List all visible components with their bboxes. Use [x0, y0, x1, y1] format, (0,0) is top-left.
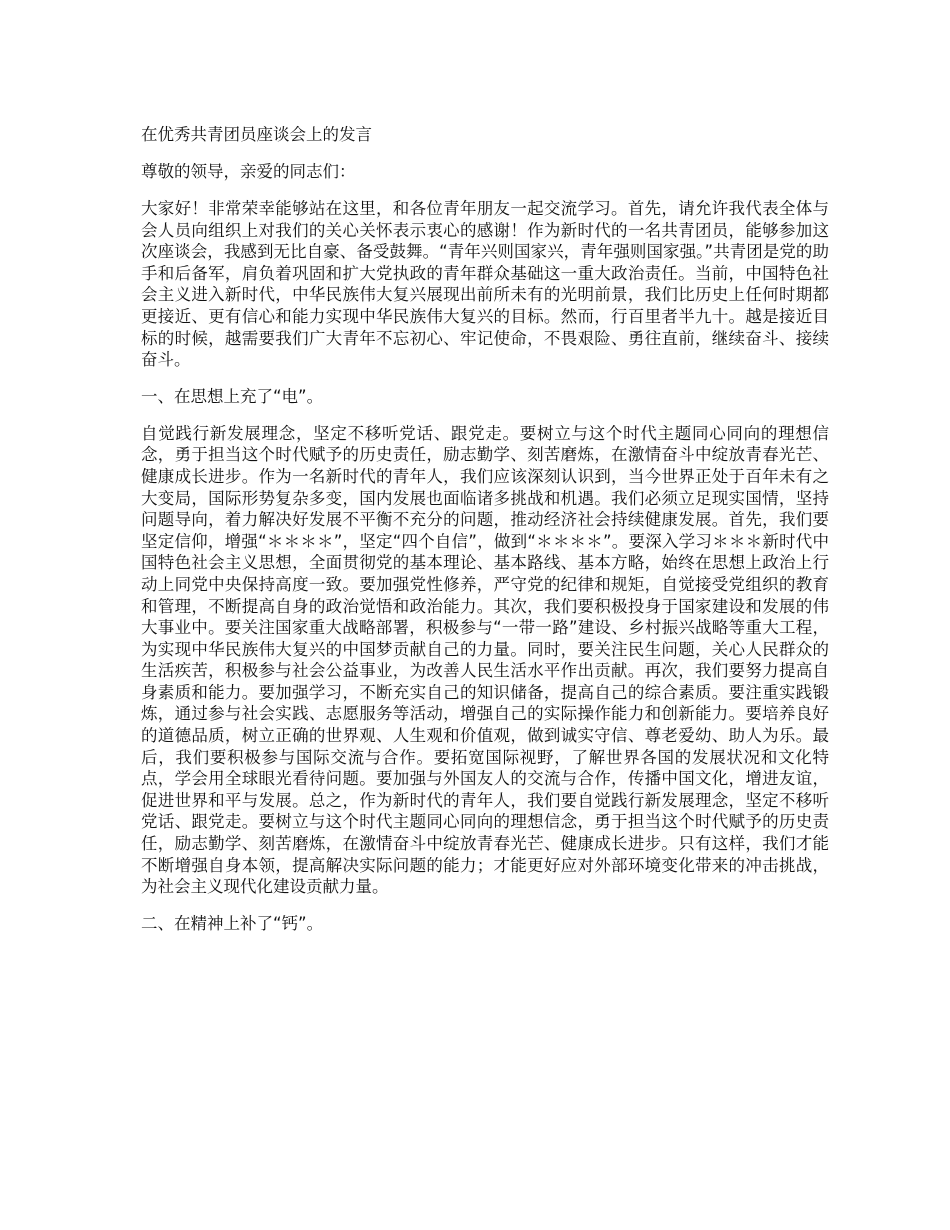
- section-2-heading: 二、在精神上补了“钙”。: [141, 913, 324, 933]
- document-title: 在优秀共青团员座谈会上的发言: [141, 125, 372, 144]
- intro-paragraph: 大家好！非常荣幸能够站在这里，和各位青年朋友一起交流学习。首先，请允许我代表全体与会人员向组织上对我们的关心关怀表示衷心的感谢！作为新时代的一名共青团员，能够参加这次座谈会，我感到无比自豪、备受鼓舞。“青年兴则国家兴，青年强则国家强。”共青团是党的助手和后备军，肩负着巩固和扩大党执政的青年群众基础这一重大政治责任。当前，中国特色社会主义进入新时代，中华民族伟大复兴展现出前所未有的光明前景，我们比历史上任何时期都更接近、更有信心和能力实现中华民族伟大复兴的目标。然而，行百里者半九十。越是接近目标的时候，越需要我们广大青年不忘初心、牢记使命，不畏艰险、勇往直前，继续奋斗、接续奋斗。: [141, 199, 829, 370]
- section-1-paragraph: 自觉践行新发展理念，坚定不移听党话、跟党走。要树立与这个时代主题同心同向的理想信念，勇于担当这个时代赋予的历史责任，励志勤学、刻苦磨炼，在激情奋斗中绽放青春光芒、健康成长进步。作为一名新时代的青年人，我们应该深刻认识到，当今世界正处于百年未有之大变局，国际形势复杂多变，国内发展也面临诸多挑战和机遇。我们必须立足现实国情，坚持问题导向，着力解决好发展不平衡不充分的问题，推动经济社会持续健康发展。首先，我们要坚定信仰，增强“＊＊＊＊”，坚定“四个自信”，做到“＊＊＊＊”。要深入学习＊＊＊新时代中国特色社会主义思想，全面贯彻党的基本理论、基本路线、基本方略，始终在思想上政治上行动上同党中央保持高度一致。要加强党性修养，严守党的纪律和规矩，自觉接受党组织的教育和管理，不断提高自身的政治觉悟和政治能力。其次，我们要积极投身于国家建设和发展的伟大事业中。要关注国家重大战略部署，积极参与“一带一路”建设、乡村振兴战略等重大工程，为实现中华民族伟大复兴的中国梦贡献自己的力量。同时，要关注民生问题，关心人民群众的生活疾苦，积极参与社会公益事业，为改善人民生活水平作出贡献。再次，我们要努力提高自身素质和能力。要加强学习，不断充实自己的知识储备，提高自己的综合素质。要注重实践锻炼，通过参与社会实践、志愿服务等活动，增强自己的实际操作能力和创新能力。要培养良好的道德品质，树立正确的世界观、人生观和价值观，做到诚实守信、尊老爱幼、助人为乐。最后，我们要积极参与国际交流与合作。要拓宽国际视野，了解世界各国的发展状况和文化特点，学会用全球眼光看待问题。要加强与外国友人的交流与合作，传播中国文化，增进友谊，促进世界和平与发展。总之，作为新时代的青年人，我们要自觉践行新发展理念，坚定不移听党话、跟党走。要树立与这个时代主题同心同向的理想信念，勇于担当这个时代赋予的历史责任，励志勤学、刻苦磨炼，在激情奋斗中绽放青春光芒、健康成长进步。只有这样，我们才能不断增强自身本领，提高解决实际问题的能力；才能更好应对外部环境变化带来的冲击挑战，为社会主义现代化建设贡献力量。: [141, 423, 829, 897]
- document-page: [141, 124, 829, 950]
- section-1-heading: 一、在思想上充了“电”。: [141, 386, 324, 406]
- salutation: 尊敬的领导，亲爱的同志们：: [141, 162, 356, 181]
